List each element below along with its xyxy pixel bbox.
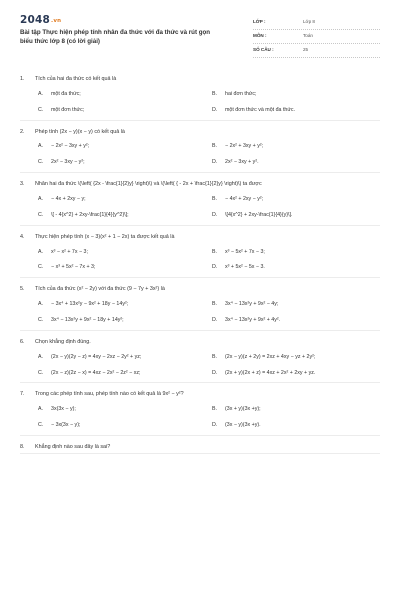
question-item <box>20 339 380 384</box>
answer-option[interactable] <box>38 264 212 271</box>
question-item <box>20 181 380 226</box>
option-text: − x³ + 5x² − 7x + 3; <box>51 264 96 271</box>
answer-options <box>20 294 380 329</box>
question-stem <box>20 234 380 242</box>
meta-value-question-count: 25 <box>303 47 309 52</box>
worksheet-meta <box>253 16 380 58</box>
meta-value-subject: Toán <box>303 33 313 38</box>
option-text: 3x(3x − y); <box>51 406 76 413</box>
answer-option[interactable] <box>212 143 380 150</box>
option-text: (2x − y)(z + 2y) = 2xz + 4xy − yz + 2y²; <box>225 353 316 360</box>
option-text: một đơn thức; <box>51 106 85 113</box>
option-letter: C. <box>38 106 44 113</box>
question-number: 4. <box>20 233 25 240</box>
answer-option[interactable] <box>38 406 212 413</box>
meta-label-class: LỚP : <box>253 19 266 24</box>
option-letter: B. <box>212 248 218 255</box>
question-text: Nhân hai đa thức \(\left( {2x - \frac{1}{2}y} \right)\) và \(\left( { - 2x + \frac{1}{2}y} \right)\) ta được <box>35 181 262 188</box>
option-text: một đa thức; <box>51 90 81 97</box>
question-item <box>20 234 380 279</box>
answer-option[interactable] <box>212 91 380 98</box>
question-text: Thực hiện phép tính (x − 3)(x² + 1 − 2x) ta được kết quả là <box>35 233 175 240</box>
answer-option[interactable] <box>212 301 380 308</box>
option-text: (2x − y)(2y − z) = 4xy − 2xz − 2y² + yz; <box>51 353 142 360</box>
option-letter: C. <box>38 264 44 271</box>
question-number: 5. <box>20 286 25 293</box>
option-letter: A. <box>38 406 44 413</box>
option-text: hai đơn thức; <box>225 90 257 97</box>
option-letter: C. <box>38 159 44 166</box>
option-letter: A. <box>38 195 44 202</box>
question-stem <box>20 181 380 189</box>
question-item <box>20 391 380 436</box>
option-text: − 2x² + 3xy + y²; <box>225 143 264 150</box>
meta-row-class <box>253 16 380 30</box>
answer-option[interactable] <box>212 422 380 429</box>
worksheet-header <box>20 14 380 58</box>
answer-option[interactable] <box>38 301 212 308</box>
option-text: − 2x² − 3xy + y²; <box>51 143 90 150</box>
question-stem <box>20 76 380 84</box>
option-letter: D. <box>212 211 218 218</box>
option-letter: D. <box>212 317 218 324</box>
answer-option[interactable] <box>212 159 380 166</box>
option-letter: C. <box>38 211 44 218</box>
option-text: 2x² − 3xy + y². <box>225 159 259 166</box>
answer-option[interactable] <box>212 196 380 203</box>
answer-options <box>20 84 380 119</box>
option-text: 3x⁴ − 13x²y + 9x² − 4y; <box>225 301 279 308</box>
question-stem <box>20 129 380 137</box>
answer-option[interactable] <box>38 159 212 166</box>
answer-option[interactable] <box>212 406 380 413</box>
answer-option[interactable] <box>38 143 212 150</box>
question-stem <box>20 339 380 347</box>
meta-label-question-count: SỐ CÂU : <box>253 47 274 52</box>
option-letter: A. <box>38 353 44 360</box>
answer-option[interactable] <box>38 354 212 361</box>
option-text: một đơn thức và một đa thức. <box>225 106 296 113</box>
question-text: Khẳng định nào sau đây là sai? <box>35 444 111 451</box>
option-letter: A. <box>38 301 44 308</box>
meta-row-question-count <box>253 44 380 58</box>
question-text: Chọn khẳng định đúng. <box>35 338 91 345</box>
option-letter: B. <box>212 195 218 202</box>
question-number: 3. <box>20 181 25 188</box>
answer-option[interactable] <box>212 212 380 219</box>
answer-option[interactable] <box>38 249 212 256</box>
answer-option[interactable] <box>38 370 212 377</box>
question-item <box>20 76 380 121</box>
answer-options <box>20 242 380 277</box>
option-text: (2x − z)(2z − x) = 4xz − 2x² − 2z² − xz; <box>51 369 141 376</box>
question-text: Phép tính (2x − y)(x − y) có kết quả là <box>35 128 125 135</box>
question-number: 7. <box>20 391 25 398</box>
option-letter: B. <box>212 301 218 308</box>
option-text: x³ + 5x² − 5x − 3. <box>225 264 265 271</box>
option-text: 2x² − 3xy − y²; <box>51 159 85 166</box>
option-letter: A. <box>38 90 44 97</box>
option-text: (2x + y)(2x + z) = 4xz + 2x² + 2xy + yz. <box>225 369 316 376</box>
option-letter: D. <box>212 422 218 429</box>
option-letter: D. <box>212 106 218 113</box>
option-letter: B. <box>212 353 218 360</box>
option-letter: C. <box>38 317 44 324</box>
option-letter: D. <box>212 264 218 271</box>
meta-value-class: Lớp 8 <box>303 19 315 24</box>
option-letter: A. <box>38 248 44 255</box>
answer-option[interactable] <box>38 317 212 324</box>
option-text: x³ − x² + 7x − 3; <box>51 248 88 255</box>
meta-row-subject <box>253 30 380 44</box>
question-stem <box>20 444 380 452</box>
question-number: 1. <box>20 76 25 82</box>
meta-label-subject: MÔN : <box>253 33 267 38</box>
option-text: 3x⁴ − 13x²y + 9x² + 4y². <box>225 317 281 324</box>
question-stem <box>20 391 380 399</box>
answer-option[interactable] <box>38 196 212 203</box>
answer-option[interactable] <box>212 370 380 377</box>
option-letter: C. <box>38 422 44 429</box>
question-number: 8. <box>20 444 25 451</box>
option-text: (3x − y)(3x +y). <box>225 422 261 429</box>
option-text: \[4{x^2} + 2xy-\frac{1}{4}{y}\]. <box>225 211 293 218</box>
option-text: − 4x + 2xy − y; <box>51 195 86 202</box>
question-list <box>20 76 380 462</box>
logo-text: 2048 <box>20 14 51 26</box>
answer-option[interactable] <box>212 107 380 114</box>
option-letter: D. <box>212 369 218 376</box>
question-number: 6. <box>20 338 25 345</box>
question-item <box>20 286 380 331</box>
answer-option[interactable] <box>212 249 380 256</box>
answer-options <box>20 136 380 171</box>
question-item <box>20 129 380 174</box>
option-letter: C. <box>38 369 44 376</box>
option-letter: D. <box>212 159 218 166</box>
answer-option[interactable] <box>38 91 212 98</box>
question-text: Tích của đa thức (x² − 2y) với đa thức (9 − 7y + 3x²) là <box>35 286 165 293</box>
answer-option[interactable] <box>212 354 380 361</box>
question-text: Trong các phép tính sau, phép tính nào có kết quả là 9x² − y²? <box>35 391 184 398</box>
answer-option[interactable] <box>38 422 212 429</box>
option-letter: B. <box>212 406 218 413</box>
answer-options <box>20 189 380 224</box>
question-number: 2. <box>20 128 25 135</box>
question-text: Tích của hai đa thức có kết quả là <box>35 76 117 82</box>
question-stem <box>20 286 380 294</box>
option-text: \[ - 4{x^2} + 2xy-\frac{1}{4}{y^2}\]; <box>51 211 129 218</box>
question-item <box>20 444 380 454</box>
option-text: − 4x² + 2xy − y²; <box>225 195 264 202</box>
answer-option[interactable] <box>38 107 212 114</box>
logo-suffix: .vn <box>51 18 62 24</box>
option-text: 3x⁴ − 13x²y + 9x² − 18y + 14y²; <box>51 317 124 324</box>
option-text: (3x + y)(3x +y); <box>225 406 261 413</box>
option-letter: B. <box>212 143 218 150</box>
option-letter: A. <box>38 143 44 150</box>
worksheet-title: Bài tập Thực hiện phép tính nhân đa thức với đa thức và rút gọn biểu thức lớp 8 (có lời giải) <box>20 29 211 45</box>
option-text: x³ − 5x² + 7x − 3; <box>225 248 265 255</box>
option-text: − 3x(3x − y); <box>51 422 81 429</box>
answer-option[interactable] <box>38 212 212 219</box>
answer-option[interactable] <box>212 317 380 324</box>
answer-option[interactable] <box>212 264 380 271</box>
answer-options <box>20 399 380 434</box>
option-letter: B. <box>212 90 218 97</box>
option-text: − 3x⁴ + 13x²y − 9x² + 18y − 14y²; <box>51 301 129 308</box>
answer-options <box>20 347 380 382</box>
